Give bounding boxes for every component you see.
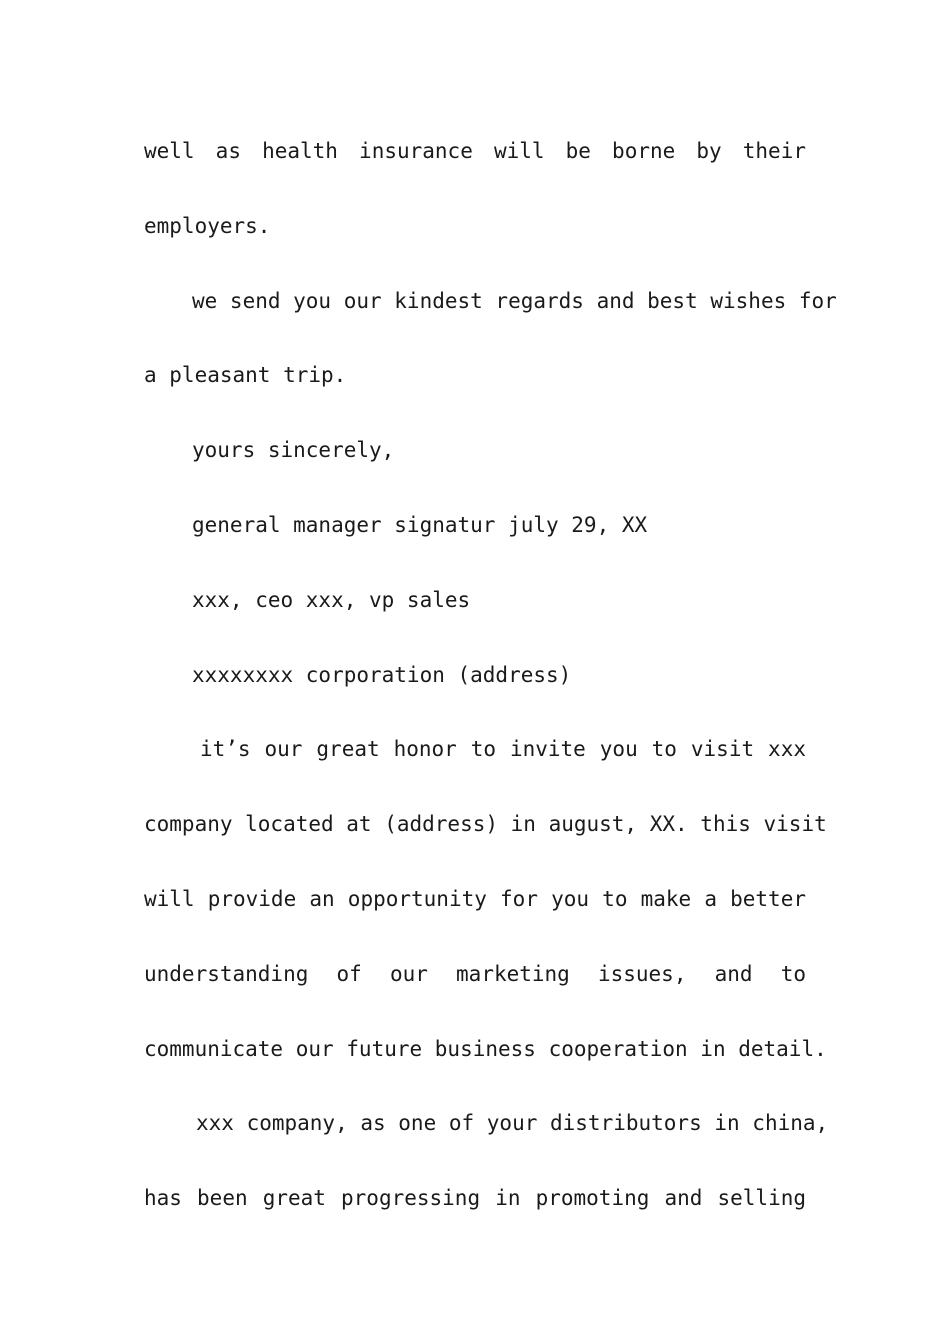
text-line: we send you our kindest regards and best wishes for: [192, 288, 837, 313]
text-line: xxxxxxxx corporation (address): [192, 662, 572, 687]
text-line: xxx, ceo xxx, vp sales: [192, 587, 471, 612]
text-line: will provide an opportunity for you to make a better: [144, 886, 806, 911]
text-line: xxx company, as one of your distributors in china,: [196, 1111, 829, 1136]
text-line: communicate our future business cooperation in detail.: [144, 1036, 827, 1061]
text-line: it’s our great honor to invite you to visit xxx: [200, 737, 806, 762]
text-line: employers.: [144, 213, 271, 238]
text-line: well as health insurance will be borne by their: [144, 139, 806, 163]
document-body: [144, 114, 837, 1236]
text-line: has been great progressing in promoting and selling: [144, 1186, 806, 1211]
text-line: company located at (address) in august, XX. this visit: [144, 812, 827, 837]
text-line: general manager signatur july 29, XX: [192, 512, 648, 537]
text-line: a pleasant trip.: [144, 363, 347, 388]
text-line: yours sincerely,: [192, 438, 395, 463]
text-line: understanding of our marketing issues, and to: [144, 961, 806, 986]
